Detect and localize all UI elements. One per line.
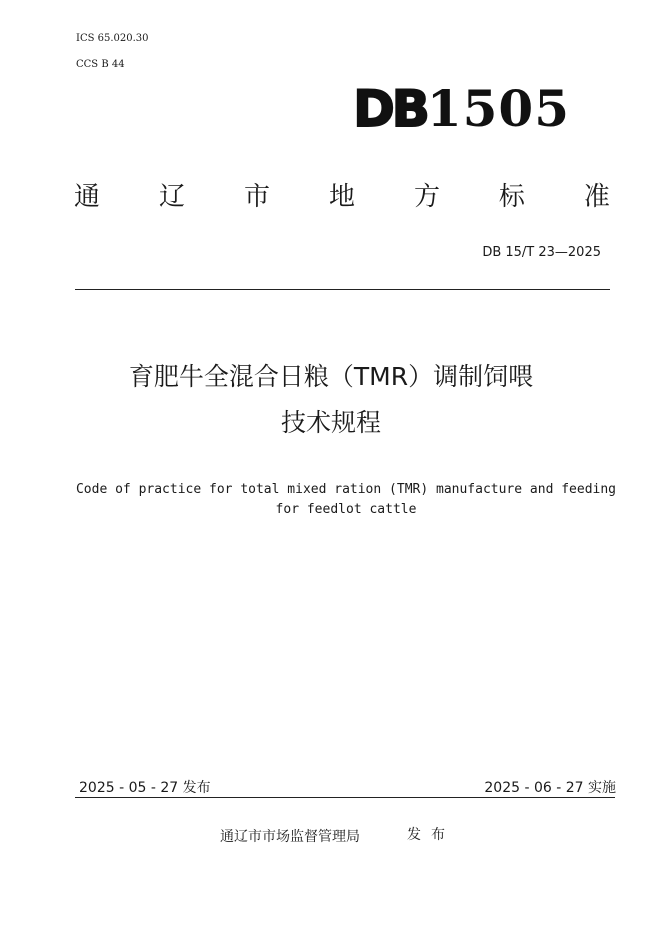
bottom-divider [75, 797, 615, 798]
title-cn-line1: 育肥牛全混合日粮（TMR）调制饲喂 [128, 362, 534, 391]
standard-type-char: 市 [243, 182, 270, 212]
issue-label: 发布 [407, 827, 455, 843]
db-logo-code: 1505 [426, 79, 570, 138]
standard-type-char: 地 [328, 182, 355, 212]
implement-date: 2025 - 06 - 27 实施 [484, 780, 616, 796]
title-cn-line2: 技术规程 [280, 408, 381, 437]
issuing-authority: 通辽市市场监督管理局 [220, 829, 360, 845]
standard-type-char: 辽 [158, 182, 185, 212]
title-en-line2: for feedlot cattle [275, 502, 417, 517]
publish-date: 2025 - 05 - 27 发布 [79, 780, 211, 796]
top-divider [75, 289, 610, 290]
db-logo-prefix: DB [353, 80, 427, 138]
standard-type-char: 准 [583, 182, 610, 212]
db-logo [353, 79, 570, 138]
standard-type-char: 标 [498, 182, 525, 212]
ccs-code: CCS B 44 [76, 59, 125, 70]
title-en [0, 480, 662, 520]
standard-number: DB 15/T 23—2025 [482, 245, 601, 260]
ics-code: ICS 65.020.30 [76, 33, 149, 44]
standard-type-title [74, 184, 610, 210]
title-en-line1: Code of practice for total mixed ration (TMR) manufacture and feeding [75, 482, 617, 497]
standard-type-char: 通 [74, 182, 101, 212]
standard-type-char: 方 [413, 182, 440, 212]
